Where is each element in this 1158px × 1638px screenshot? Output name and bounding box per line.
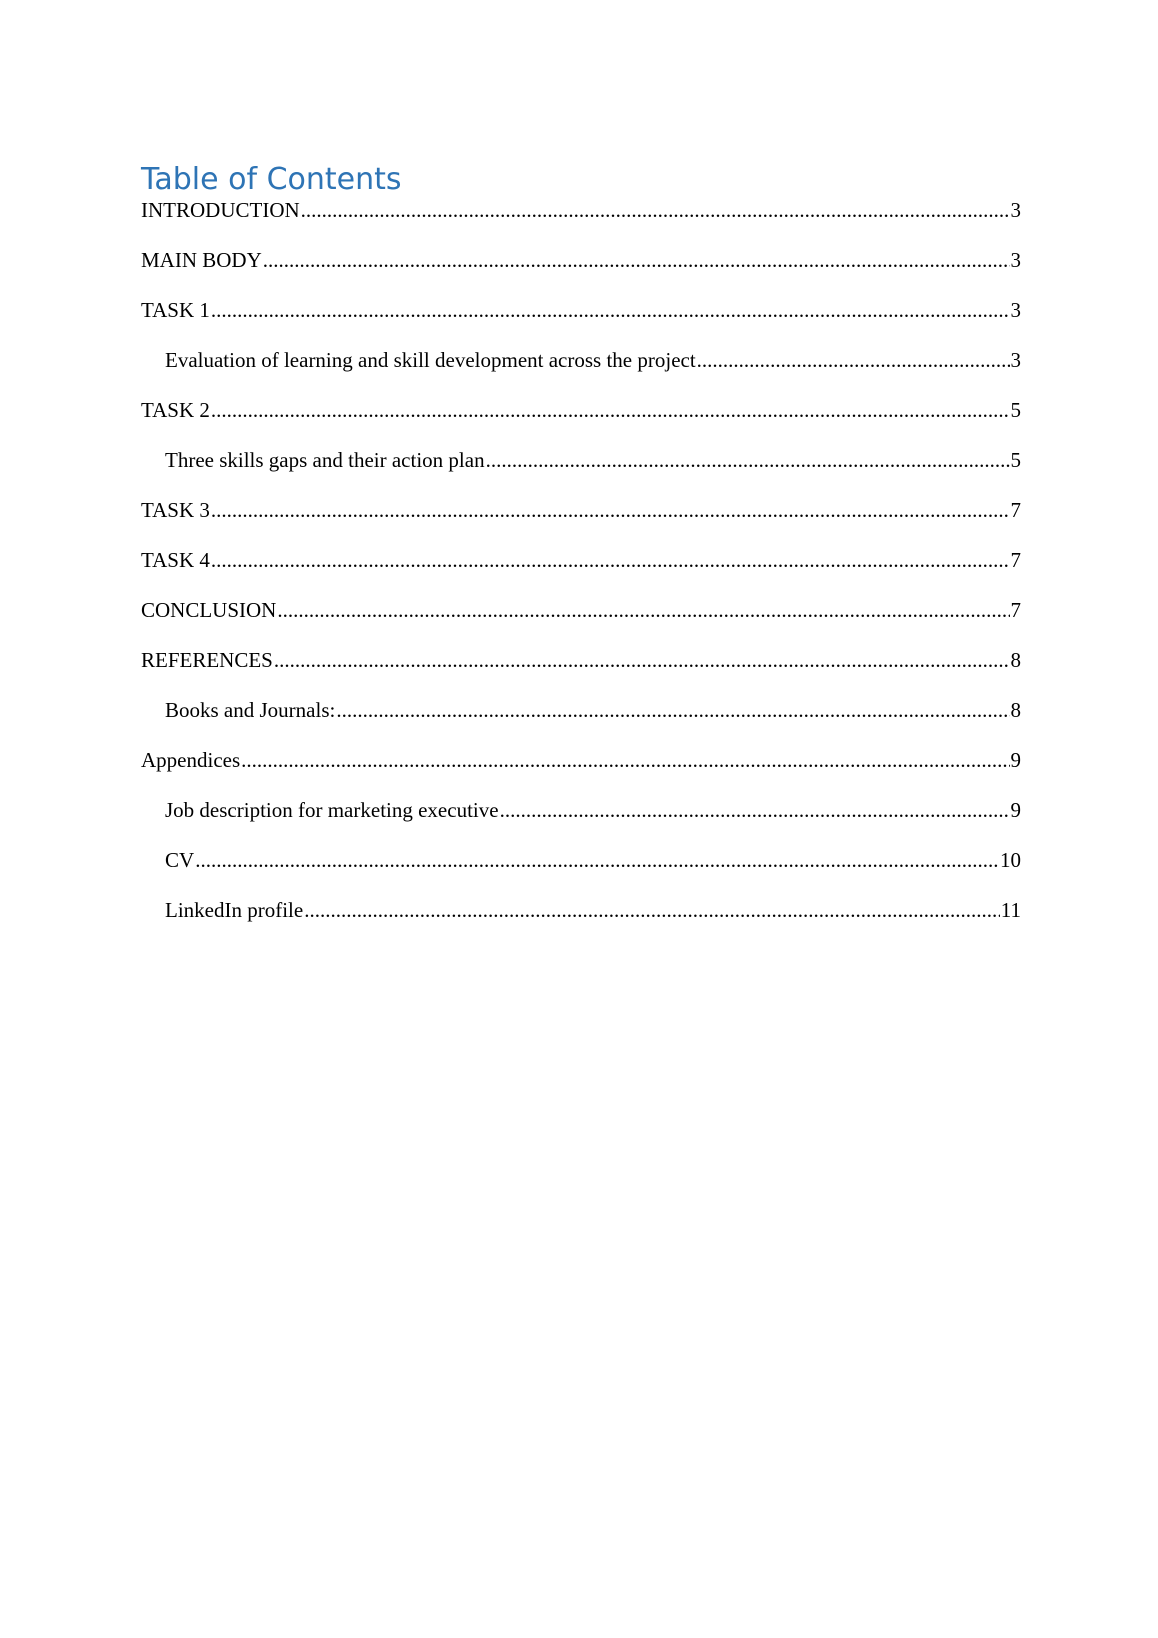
toc-entry-page-number: 8 xyxy=(1010,648,1021,672)
toc-entry-label: REFERENCES xyxy=(141,648,273,672)
toc-entry-page-number: 10 xyxy=(1000,848,1021,872)
toc-entry-conclusion[interactable] xyxy=(141,598,1021,648)
toc-entry-introduction[interactable] xyxy=(141,198,1021,248)
toc-entry-page-number: 11 xyxy=(1000,898,1021,922)
toc-entry-label: TASK 4 xyxy=(141,548,210,572)
toc-list xyxy=(141,198,1021,948)
toc-entry-three-skills-gaps[interactable] xyxy=(141,448,1021,498)
toc-entry-main-body[interactable] xyxy=(141,248,1021,298)
toc-entry-linkedin-profile[interactable] xyxy=(141,898,1021,948)
toc-entry-label: Evaluation of learning and skill development across the project xyxy=(165,348,696,372)
toc-entry-page-number: 7 xyxy=(1010,548,1021,572)
toc-entry-label: LinkedIn profile xyxy=(165,898,304,922)
toc-dot-leader xyxy=(211,548,1010,572)
toc-dot-leader xyxy=(211,298,1010,322)
toc-entry-references[interactable] xyxy=(141,648,1021,698)
toc-dot-leader xyxy=(211,398,1010,422)
toc-entry-label: Books and Journals: xyxy=(165,698,336,722)
toc-entry-task-2[interactable] xyxy=(141,398,1021,448)
toc-entry-task-3[interactable] xyxy=(141,498,1021,548)
toc-entry-page-number: 7 xyxy=(1010,498,1021,522)
toc-entry-page-number: 3 xyxy=(1010,198,1021,222)
toc-dot-leader xyxy=(304,898,1000,922)
toc-entry-label: Three skills gaps and their action plan xyxy=(165,448,485,472)
toc-entry-page-number: 5 xyxy=(1010,398,1021,422)
toc-entry-page-number: 9 xyxy=(1010,748,1021,772)
toc-dot-leader xyxy=(301,198,1010,222)
toc-dot-leader xyxy=(277,598,1009,622)
toc-entry-page-number: 3 xyxy=(1010,248,1021,272)
toc-entry-appendices[interactable] xyxy=(141,748,1021,798)
toc-entry-page-number: 5 xyxy=(1010,448,1021,472)
table-of-contents xyxy=(141,162,1021,948)
toc-entry-label: TASK 3 xyxy=(141,498,210,522)
toc-entry-label: Appendices xyxy=(141,748,241,772)
toc-entry-page-number: 3 xyxy=(1010,348,1021,372)
toc-entry-books-and-journals[interactable] xyxy=(141,698,1021,748)
toc-dot-leader xyxy=(486,448,1010,472)
toc-dot-leader xyxy=(500,798,1010,822)
toc-dot-leader xyxy=(336,698,1009,722)
toc-dot-leader xyxy=(274,648,1010,672)
toc-entry-page-number: 3 xyxy=(1010,298,1021,322)
toc-entry-evaluation-of-learning[interactable] xyxy=(141,348,1021,398)
toc-entry-page-number: 9 xyxy=(1010,798,1021,822)
toc-entry-cv[interactable] xyxy=(141,848,1021,898)
toc-entry-page-number: 7 xyxy=(1010,598,1021,622)
toc-title: Table of Contents xyxy=(141,162,402,197)
toc-entry-label: INTRODUCTION xyxy=(141,198,300,222)
toc-entry-label: Job description for marketing executive xyxy=(165,798,499,822)
toc-entry-label: TASK 2 xyxy=(141,398,210,422)
toc-dot-leader xyxy=(241,748,1009,772)
toc-entry-task-1[interactable] xyxy=(141,298,1021,348)
toc-dot-leader xyxy=(211,498,1010,522)
toc-dot-leader xyxy=(195,848,999,872)
toc-entry-label: MAIN BODY xyxy=(141,248,262,272)
toc-entry-label: CV xyxy=(165,848,195,872)
toc-entry-page-number: 8 xyxy=(1010,698,1021,722)
toc-entry-label: CONCLUSION xyxy=(141,598,277,622)
toc-entry-label: TASK 1 xyxy=(141,298,210,322)
toc-entry-task-4[interactable] xyxy=(141,548,1021,598)
toc-dot-leader xyxy=(697,348,1010,372)
toc-entry-job-description[interactable] xyxy=(141,798,1021,848)
toc-dot-leader xyxy=(263,248,1010,272)
